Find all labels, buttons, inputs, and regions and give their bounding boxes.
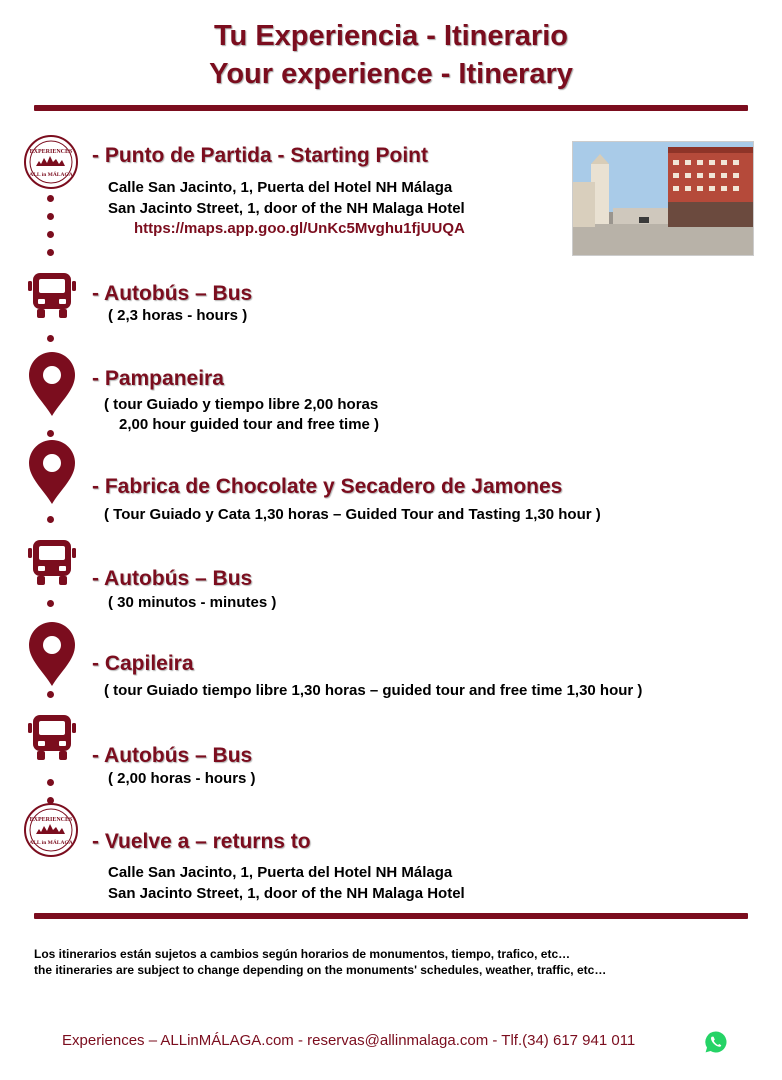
map-pin-icon (24, 620, 80, 693)
stop-return-address-es: Calle San Jacinto, 1, Puerta del Hotel NH Málaga (108, 864, 453, 881)
disclaimer-en: the itineraries are subject to change depending on the monuments' schedules, weather, traffic, etc… (34, 963, 607, 977)
logo-top-text: EXPERIENCES (29, 149, 73, 155)
bottom-divider (34, 913, 748, 919)
stop-return-address-en: San Jacinto Street, 1, door of the NH Malaga Hotel (108, 885, 465, 902)
stop-pampaneira-heading: - Pampaneira (92, 367, 224, 390)
stop-fabrica-detail: ( Tour Guiado y Cata 1,30 horas – Guided Tour and Tasting 1,30 hour ) (104, 506, 601, 523)
page-title-es: Tu Experiencia - Itinerario (213, 20, 568, 52)
top-divider (34, 105, 748, 111)
stop-bus1-detail: ( 2,3 horas - hours ) (108, 307, 248, 324)
map-pin-icon (24, 350, 80, 423)
logo-top-text: EXPERIENCES (29, 817, 73, 823)
starting-point-photo (572, 141, 754, 256)
logo-bottom-text: ALL in MÁLAGA (29, 172, 73, 178)
bus-icon (26, 712, 78, 767)
stop-start-address-es: Calle San Jacinto, 1, Puerta del Hotel NH Málaga (108, 179, 453, 196)
experiences-logo-icon (23, 134, 79, 195)
stop-start-address-en: San Jacinto Street, 1, door of the NH Malaga Hotel (108, 200, 465, 217)
whatsapp-icon[interactable] (704, 1030, 728, 1059)
stop-bus2-detail: ( 30 minutos - minutes ) (108, 594, 277, 611)
bus-icon (26, 537, 78, 592)
footer-contact: Experiences – ALLinMÁLAGA.com - reservas@allinmalaga.com - Tlf.(34) 617 941 011 (62, 1032, 636, 1049)
stop-bus2-heading: - Autobús – Bus (92, 567, 253, 590)
maps-link[interactable]: https://maps.app.goo.gl/UnKc5Mvghu1fjUUQA (134, 220, 465, 237)
map-pin-icon (24, 438, 80, 511)
page-title-en: Your experience - Itinerary (209, 58, 573, 90)
stop-pampaneira-detail-en: 2,00 hour guided tour and free time ) (119, 416, 380, 433)
stop-bus3-heading: - Autobús – Bus (92, 744, 253, 767)
stop-capileira-detail: ( tour Guiado tiempo libre 1,30 horas – guided tour and free time 1,30 hour ) (104, 682, 643, 699)
logo-bottom-text: ALL in MÁLAGA (29, 840, 73, 846)
stop-bus3-detail: ( 2,00 horas - hours ) (108, 770, 256, 787)
stop-bus1-heading: - Autobús – Bus (92, 282, 253, 305)
experiences-logo-icon (23, 802, 79, 863)
stop-start-heading: - Punto de Partida - Starting Point (92, 144, 428, 167)
bus-icon (26, 270, 78, 325)
disclaimer-es: Los itinerarios están sujetos a cambios según horarios de monumentos, tiempo, trafico, etc… (34, 947, 571, 961)
stop-return-heading: - Vuelve a – returns to (92, 830, 311, 853)
stop-fabrica-heading: - Fabrica de Chocolate y Secadero de Jamones (92, 475, 563, 498)
stop-capileira-heading: - Capileira (92, 652, 194, 675)
stop-pampaneira-detail-es: ( tour Guiado y tiempo libre 2,00 horas (104, 396, 379, 413)
